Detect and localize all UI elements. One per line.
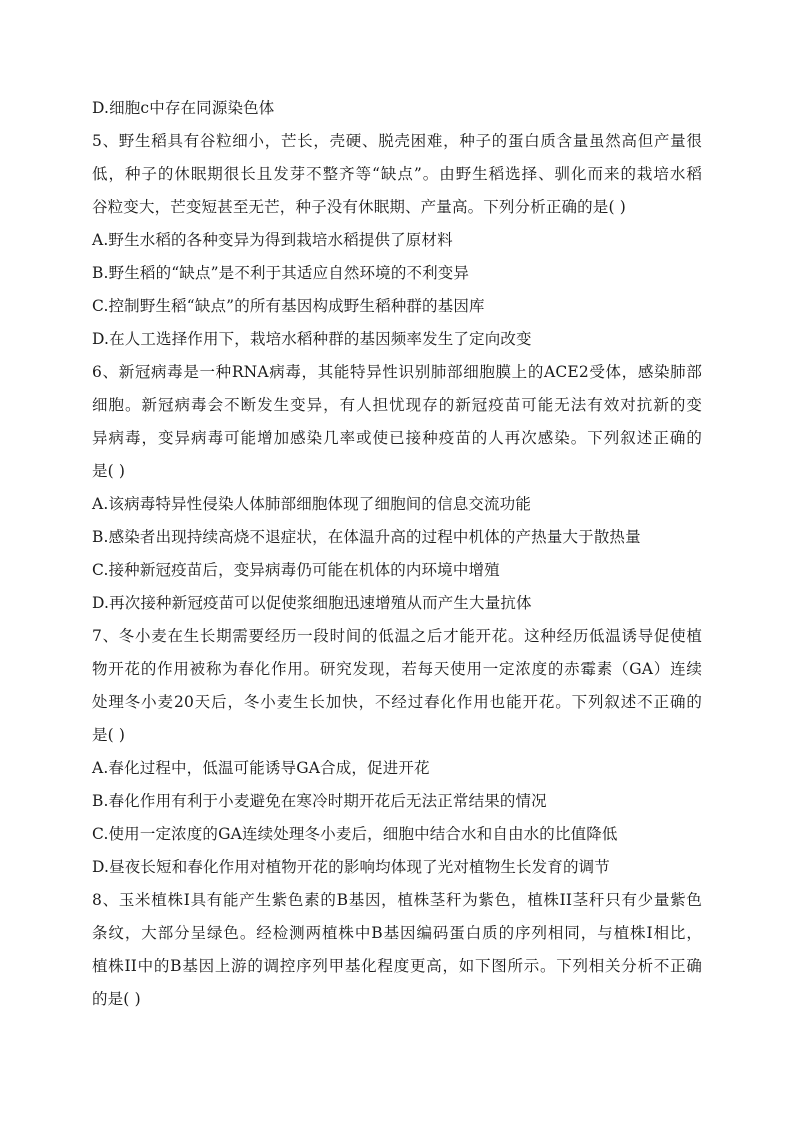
question-6	[92, 356, 702, 620]
q6-stem-line: 6、新冠病毒是一种RNA病毒，其能特异性识别肺部细胞膜上的ACE2受体，感染肺部	[92, 363, 702, 381]
q7-option-d: D.昼夜长短和春化作用对植物开花的影响均体现了光对植物生长发育的调节	[92, 858, 610, 876]
q5-option-c: C.控制野生稻“缺点”的所有基因构成野生稻种群的基因库	[92, 297, 485, 315]
q8-stem-line: 的是( )	[92, 990, 141, 1008]
q8-stem-line: 条纹，大部分呈绿色。经检测两植株中B基因编码蛋白质的序列相同，与植株I相比，	[92, 924, 702, 942]
q4-option-d: D.细胞c中存在同源染色体	[92, 99, 275, 117]
q6-stem-line: 细胞。新冠病毒会不断发生变异，有人担忧现存的新冠疫苗可能无法有效对抗新的变	[92, 396, 702, 414]
question-8	[92, 884, 702, 1016]
q7-stem-line: 处理冬小麦20天后，冬小麦生长加快，不经过春化作用也能开花。下列叙述不正确的	[92, 693, 702, 711]
q5-stem-line: 谷粒变大，芒变短甚至无芒，种子没有休眠期、产量高。下列分析正确的是( )	[92, 198, 626, 216]
q8-stem-line: 8、玉米植株I具有能产生紫色素的B基因，植株茎秆为紫色，植株II茎秆只有少量紫色	[92, 891, 702, 909]
q5-option-b: B.野生稻的“缺点”是不利于其适应自然环境的不利变异	[92, 264, 470, 282]
q6-option-b: B.感染者出现持续高烧不退症状，在体温升高的过程中机体的产热量大于散热量	[92, 528, 641, 546]
q6-stem-line: 是( )	[92, 462, 126, 480]
question-5	[92, 125, 702, 356]
q6-option-a: A.该病毒特异性侵染人体肺部细胞体现了细胞间的信息交流功能	[92, 495, 531, 513]
q6-stem-line: 异病毒，变异病毒可能增加感染几率或使已接种疫苗的人再次感染。下列叙述正确的	[92, 429, 702, 447]
q7-option-c: C.使用一定浓度的GA连续处理冬小麦后，细胞中结合水和自由水的比值降低	[92, 825, 618, 843]
q6-option-d: D.再次接种新冠疫苗可以促使浆细胞迅速增殖从而产生大量抗体	[92, 594, 532, 612]
q5-stem-line: 5、野生稻具有谷粒细小，芒长，壳硬、脱壳困难，种子的蛋白质含量虽然高但产量很	[92, 132, 702, 150]
q5-option-a: A.野生水稻的各种变异为得到栽培水稻提供了原材料	[92, 231, 453, 249]
q6-option-c: C.接种新冠疫苗后，变异病毒仍可能在机体的内环境中增殖	[92, 561, 500, 579]
q7-stem-line: 7、冬小麦在生长期需要经历一段时间的低温之后才能开花。这种经历低温诱导促使植	[92, 627, 702, 645]
q5-option-d: D.在人工选择作用下，栽培水稻种群的基因频率发生了定向改变	[92, 330, 532, 348]
q7-stem-line: 是( )	[92, 726, 126, 744]
q7-option-a: A.春化过程中，低温可能诱导GA合成，促进开花	[92, 759, 430, 777]
q7-option-b: B.春化作用有利于小麦避免在寒冷时期开花后无法正常结果的情况	[92, 792, 547, 810]
q5-stem-line: 低，种子的休眠期很长且发芽不整齐等“缺点”。由野生稻选择、驯化而来的栽培水稻	[92, 165, 702, 183]
exam-page	[92, 92, 702, 1016]
question-7	[92, 620, 702, 884]
q7-stem-line: 物开花的作用被称为春化作用。研究发现，若每天使用一定浓度的赤霉素（GA）连续	[92, 660, 702, 678]
q8-stem-line: 植株II中的B基因上游的调控序列甲基化程度更高，如下图所示。下列相关分析不正确	[92, 957, 702, 975]
